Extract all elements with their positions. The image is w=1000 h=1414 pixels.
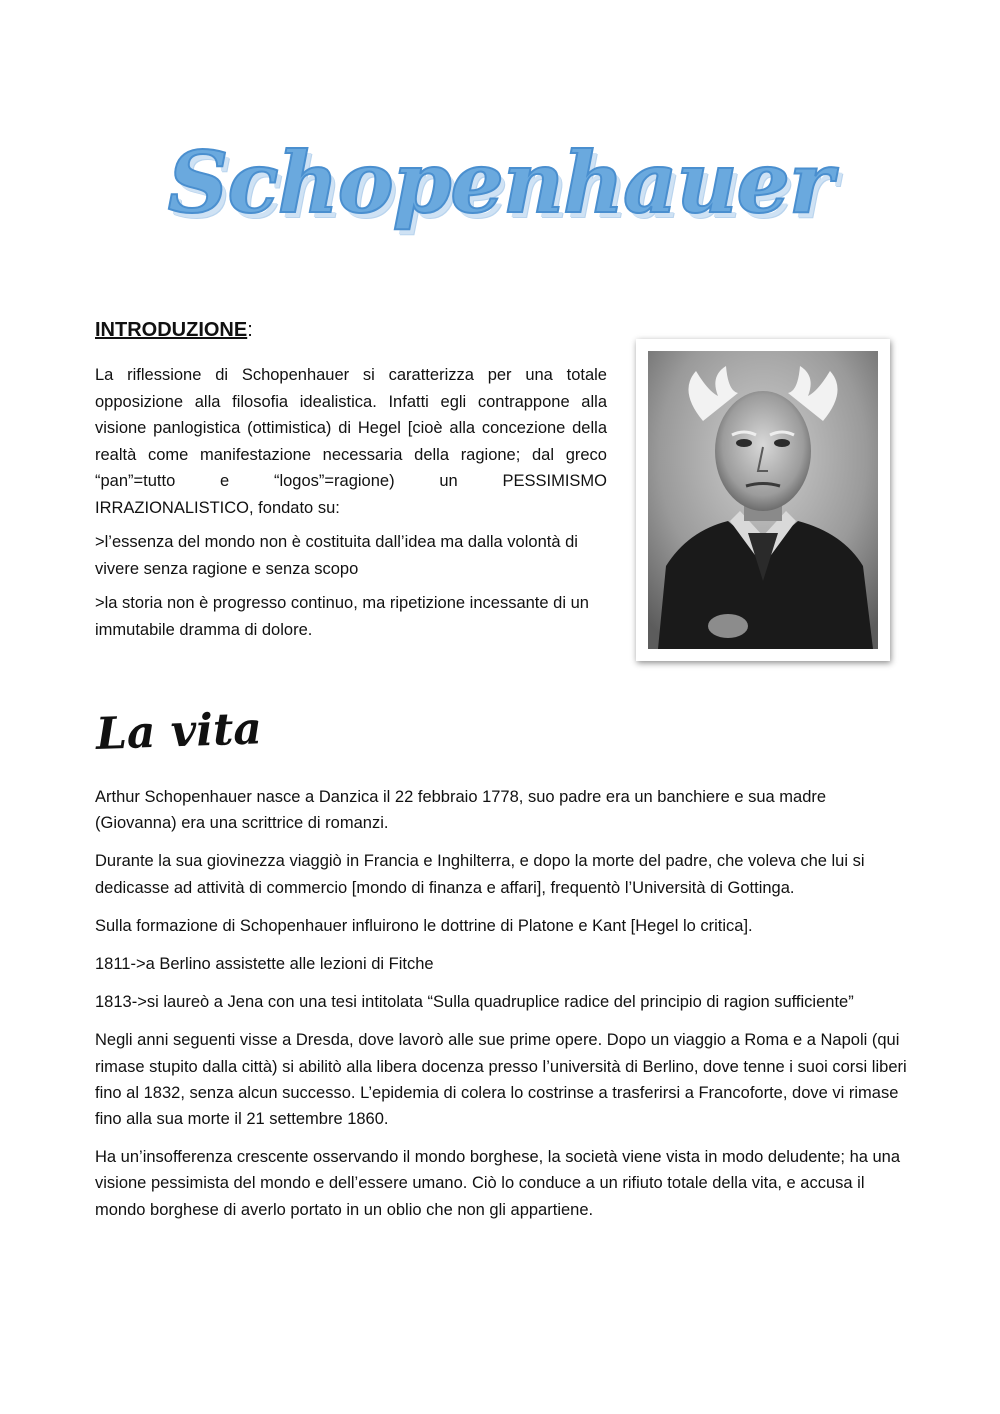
portrait-photo: [636, 339, 890, 661]
vita-paragraph: 1813->si laureò a Jena con una tesi intitolata “Sulla quadruplice radice del principio di ragion sufficiente”: [95, 993, 854, 1012]
vita-text: [95, 784, 907, 1235]
intro-paragraph: La riflessione di Schopenhauer si caratterizza per una totale opposizione alla filosofia idealistica. Infatti egli contrappone alla visione panlogistica (ottimistica) di Hegel [cioè alla concezione della realtà come manifestazione necessaria della ragione; dal greco “pan”=tutto e “logos”=ragione) un PESSIMISMO IRRAZIONALISTICO, fondato su:: [95, 366, 607, 517]
intro-heading-colon: :: [247, 319, 253, 341]
portrait-image: [648, 351, 878, 649]
intro-paragraph: >la storia non è progresso continuo, ma ripetizione incessante di un immutabile dramma di dolore.: [95, 594, 589, 639]
vita-paragraph: Negli anni seguenti visse a Dresda, dove lavorò alle sue prime opere. Dopo un viaggio a Roma e a Napoli (qui rimase stupito dalla città) si abilitò alla libera docenza presso l’università di Berlino, dove tenne i suoi corsi liberi fino al 1832, senza alcun successo. L’epidemia di colera lo costrinse a trasferirsi a Francoforte, dove vi rimase fino alla sua morte il 21 settembre 1860.: [95, 1031, 907, 1129]
vita-paragraph: Durante la sua giovinezza viaggiò in Francia e Inghilterra, e dopo la morte del padre, che voleva che lui si dedicasse ad attività di commercio [mondo di finanza e affari], frequentò l’Università di Gottinga.: [95, 852, 865, 897]
intro-text: [95, 362, 607, 651]
vita-paragraph: Arthur Schopenhauer nasce a Danzica il 22 febbraio 1778, suo padre era un banchiere e sua madre (Giovanna) era una scrittrice di romanzi.: [95, 788, 827, 833]
intro-paragraph: >l’essenza del mondo non è costituita dall’idea ma dalla volontà di vivere senza ragione e senza scopo: [95, 533, 578, 578]
vita-paragraph: Sulla formazione di Schopenhauer influirono le dottrine di Platone e Kant [Hegel lo critica].: [95, 916, 753, 935]
intro-heading: [95, 316, 253, 344]
page-title: Schopenhauer: [167, 133, 833, 232]
section-heading-vita: La vita: [95, 703, 263, 760]
vita-paragraph: 1811->a Berlino assistette alle lezioni di Fitche: [95, 955, 434, 974]
vita-paragraph: Ha un’insofferenza crescente osservando il mondo borghese, la società viene vista in modo deludente; ha una visione pessimista del mondo e dell’essere umano. Ciò lo conduce a un rifiuto totale della vita, e accusa il mondo borghese di averlo portato in un oblio che non gli appartiene.: [95, 1148, 901, 1219]
intro-heading-label: INTRODUZIONE: [95, 319, 248, 341]
